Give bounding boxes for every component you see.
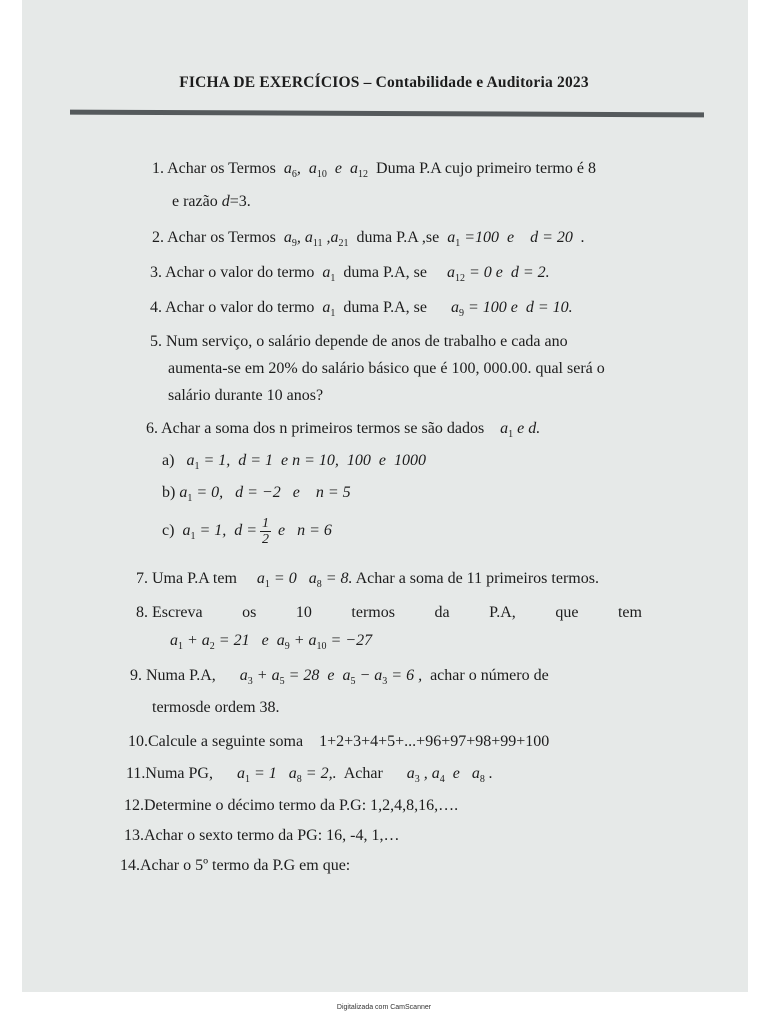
exercise-text: duma P.A ,se xyxy=(356,229,440,246)
exercise-number: 13. xyxy=(124,827,144,844)
math-expression: $a_1 = 1$, d = xyxy=(178,522,258,543)
exercise-text: duma P.A, se xyxy=(343,299,427,316)
exercise-text: Achar xyxy=(343,765,383,782)
exercise-text: Achar a soma de 11 primeiros termos. xyxy=(355,570,599,587)
exercise-text: Achar o sexto termo da PG: 16, -4, 1,… xyxy=(144,827,400,844)
math-expression: $a_3 + a_5 = 28$ e $a_5 - a_3 = 6$ , xyxy=(219,667,427,687)
math-expression: d xyxy=(221,193,230,210)
exercise-number: 12. xyxy=(124,797,144,814)
math-expression: $a_1$ xyxy=(318,264,336,284)
exercise-text: Determine o décimo termo da P.G: 1,2,4,8,16,…. xyxy=(144,797,459,814)
subitem-label: a) xyxy=(162,452,175,469)
exercise-1-line-1 xyxy=(152,160,596,180)
exercise-6b xyxy=(162,484,351,504)
exercise-text: Uma P.A tem xyxy=(152,570,237,587)
exercise-text: Achar a soma dos n primeiros termos se são dados xyxy=(161,420,485,437)
exercise-6c xyxy=(162,516,332,547)
exercise-text: Numa P.A, xyxy=(146,667,216,684)
exercise-text: Achar o valor do termo xyxy=(165,299,315,316)
exercise-text: Duma P.A cujo primeiro termo é 8 xyxy=(376,160,596,177)
math-expression: $a_6$, $a_{10}$ e $a_{12}$ xyxy=(279,160,369,180)
exercise-number: 1. xyxy=(152,160,164,177)
math-expression: $a_9 = 100$ e d = 10. xyxy=(430,299,573,319)
exercise-number: 10. xyxy=(128,733,148,750)
math-expression: $a_{12} = 0$ e d = 2. xyxy=(430,264,550,284)
word: P.A, xyxy=(489,604,516,621)
exercise-text: Calcule a seguinte soma xyxy=(148,733,304,750)
exercise-5-line-1 xyxy=(150,333,568,351)
exercise-text: Num serviço, o salário depende de anos de trabalho e cada ano xyxy=(166,333,568,350)
exercise-7 xyxy=(136,570,599,590)
math-expression: $a_1$ xyxy=(318,299,336,319)
subitem-label: c) xyxy=(162,522,175,540)
math-expression: $a_1$ e d. xyxy=(488,420,541,440)
page-title: FICHA DE EXERCÍCIOS – Contabilidade e Auditoria 2023 xyxy=(179,74,589,91)
math-expression: $a_3$ , $a_4$ e $a_8$ . xyxy=(386,765,493,785)
math-expression: $a_1 = 1$, d = 1 e n = 10, 100 e 1000 xyxy=(178,452,427,472)
math-expression: $a_1 = 1$ $a_8 = 2$,. xyxy=(216,765,341,785)
word: 10 xyxy=(295,604,312,621)
exercise-text: Achar o 5º termo da P.G em que: xyxy=(140,857,351,874)
math-expression: $a_1 =100$ e d = 20 . xyxy=(443,229,585,249)
exercise-text: Achar os Termos xyxy=(167,229,276,246)
exercise-text: duma P.A, se xyxy=(343,264,427,281)
word: da xyxy=(434,604,450,621)
exercise-number: 9. xyxy=(130,667,142,684)
exercise-number: 4. xyxy=(150,299,162,316)
exercise-number: 2. xyxy=(152,229,164,246)
math-expression: 1+2+3+4+5+...+96+97+98+99+100 xyxy=(319,733,550,750)
exercise-number: 3. xyxy=(150,264,162,281)
word: que xyxy=(555,604,579,621)
exercise-number: 8. Escreva xyxy=(136,604,203,621)
subitem-label: b) xyxy=(162,484,176,501)
exercise-number: 5. xyxy=(150,333,162,350)
exercise-11 xyxy=(126,765,493,785)
math-expression: $a_9$, $a_{11}$ $,a_{21}$ xyxy=(279,229,349,249)
exercise-14 xyxy=(120,857,350,875)
math-expression: e n = 6 xyxy=(274,522,332,540)
exercise-5-line-2: aumenta-se em 20% do salário básico que é 100, 000.00. qual será o xyxy=(168,360,605,377)
exercise-4 xyxy=(150,299,573,319)
exercise-6 xyxy=(146,420,540,440)
exercise-10 xyxy=(128,733,549,751)
exercise-13 xyxy=(124,827,400,845)
word: termos xyxy=(351,604,395,621)
fraction: $\frac{1}{2}$ xyxy=(262,516,270,547)
scanner-watermark: Digitalizada com CamScanner xyxy=(336,1004,432,1011)
math-expression: $a_1 = 0$ $a_8 = 8$. xyxy=(240,570,353,590)
exercise-number: 7. xyxy=(136,570,148,587)
exercise-number: 11. xyxy=(126,765,146,782)
exercise-text: Numa PG, xyxy=(145,765,213,782)
exercise-text: e razão xyxy=(172,193,218,210)
exercise-2 xyxy=(152,229,585,249)
exercise-text: achar o número de xyxy=(430,667,549,684)
exercise-number: 14. xyxy=(120,857,140,874)
exercise-1-line-2: e razão d=3. xyxy=(172,193,251,210)
exercise-text: Achar o valor do termo xyxy=(165,264,315,281)
exercise-8-line-1 xyxy=(136,604,642,622)
exercise-text: Achar os Termos xyxy=(167,160,276,177)
exercise-5-line-3: salário durante 10 anos? xyxy=(168,387,324,404)
exercise-9-line-2: termosde ordem 38. xyxy=(152,699,280,716)
exercise-9-line-1 xyxy=(130,667,549,687)
math-expression: $a_1 = 0$, d = −2 e n = 5 xyxy=(179,484,351,504)
exercise-number: 6. xyxy=(146,420,158,437)
exercise-6a xyxy=(162,452,426,472)
word: tem xyxy=(617,604,642,621)
exercise-8-line-2: $a_1 + a_2 = 21$ e $a_9 + a_{10} = -27$ xyxy=(170,632,373,652)
word: os xyxy=(242,604,257,621)
exercise-3 xyxy=(150,264,550,284)
exercise-12 xyxy=(124,797,458,815)
